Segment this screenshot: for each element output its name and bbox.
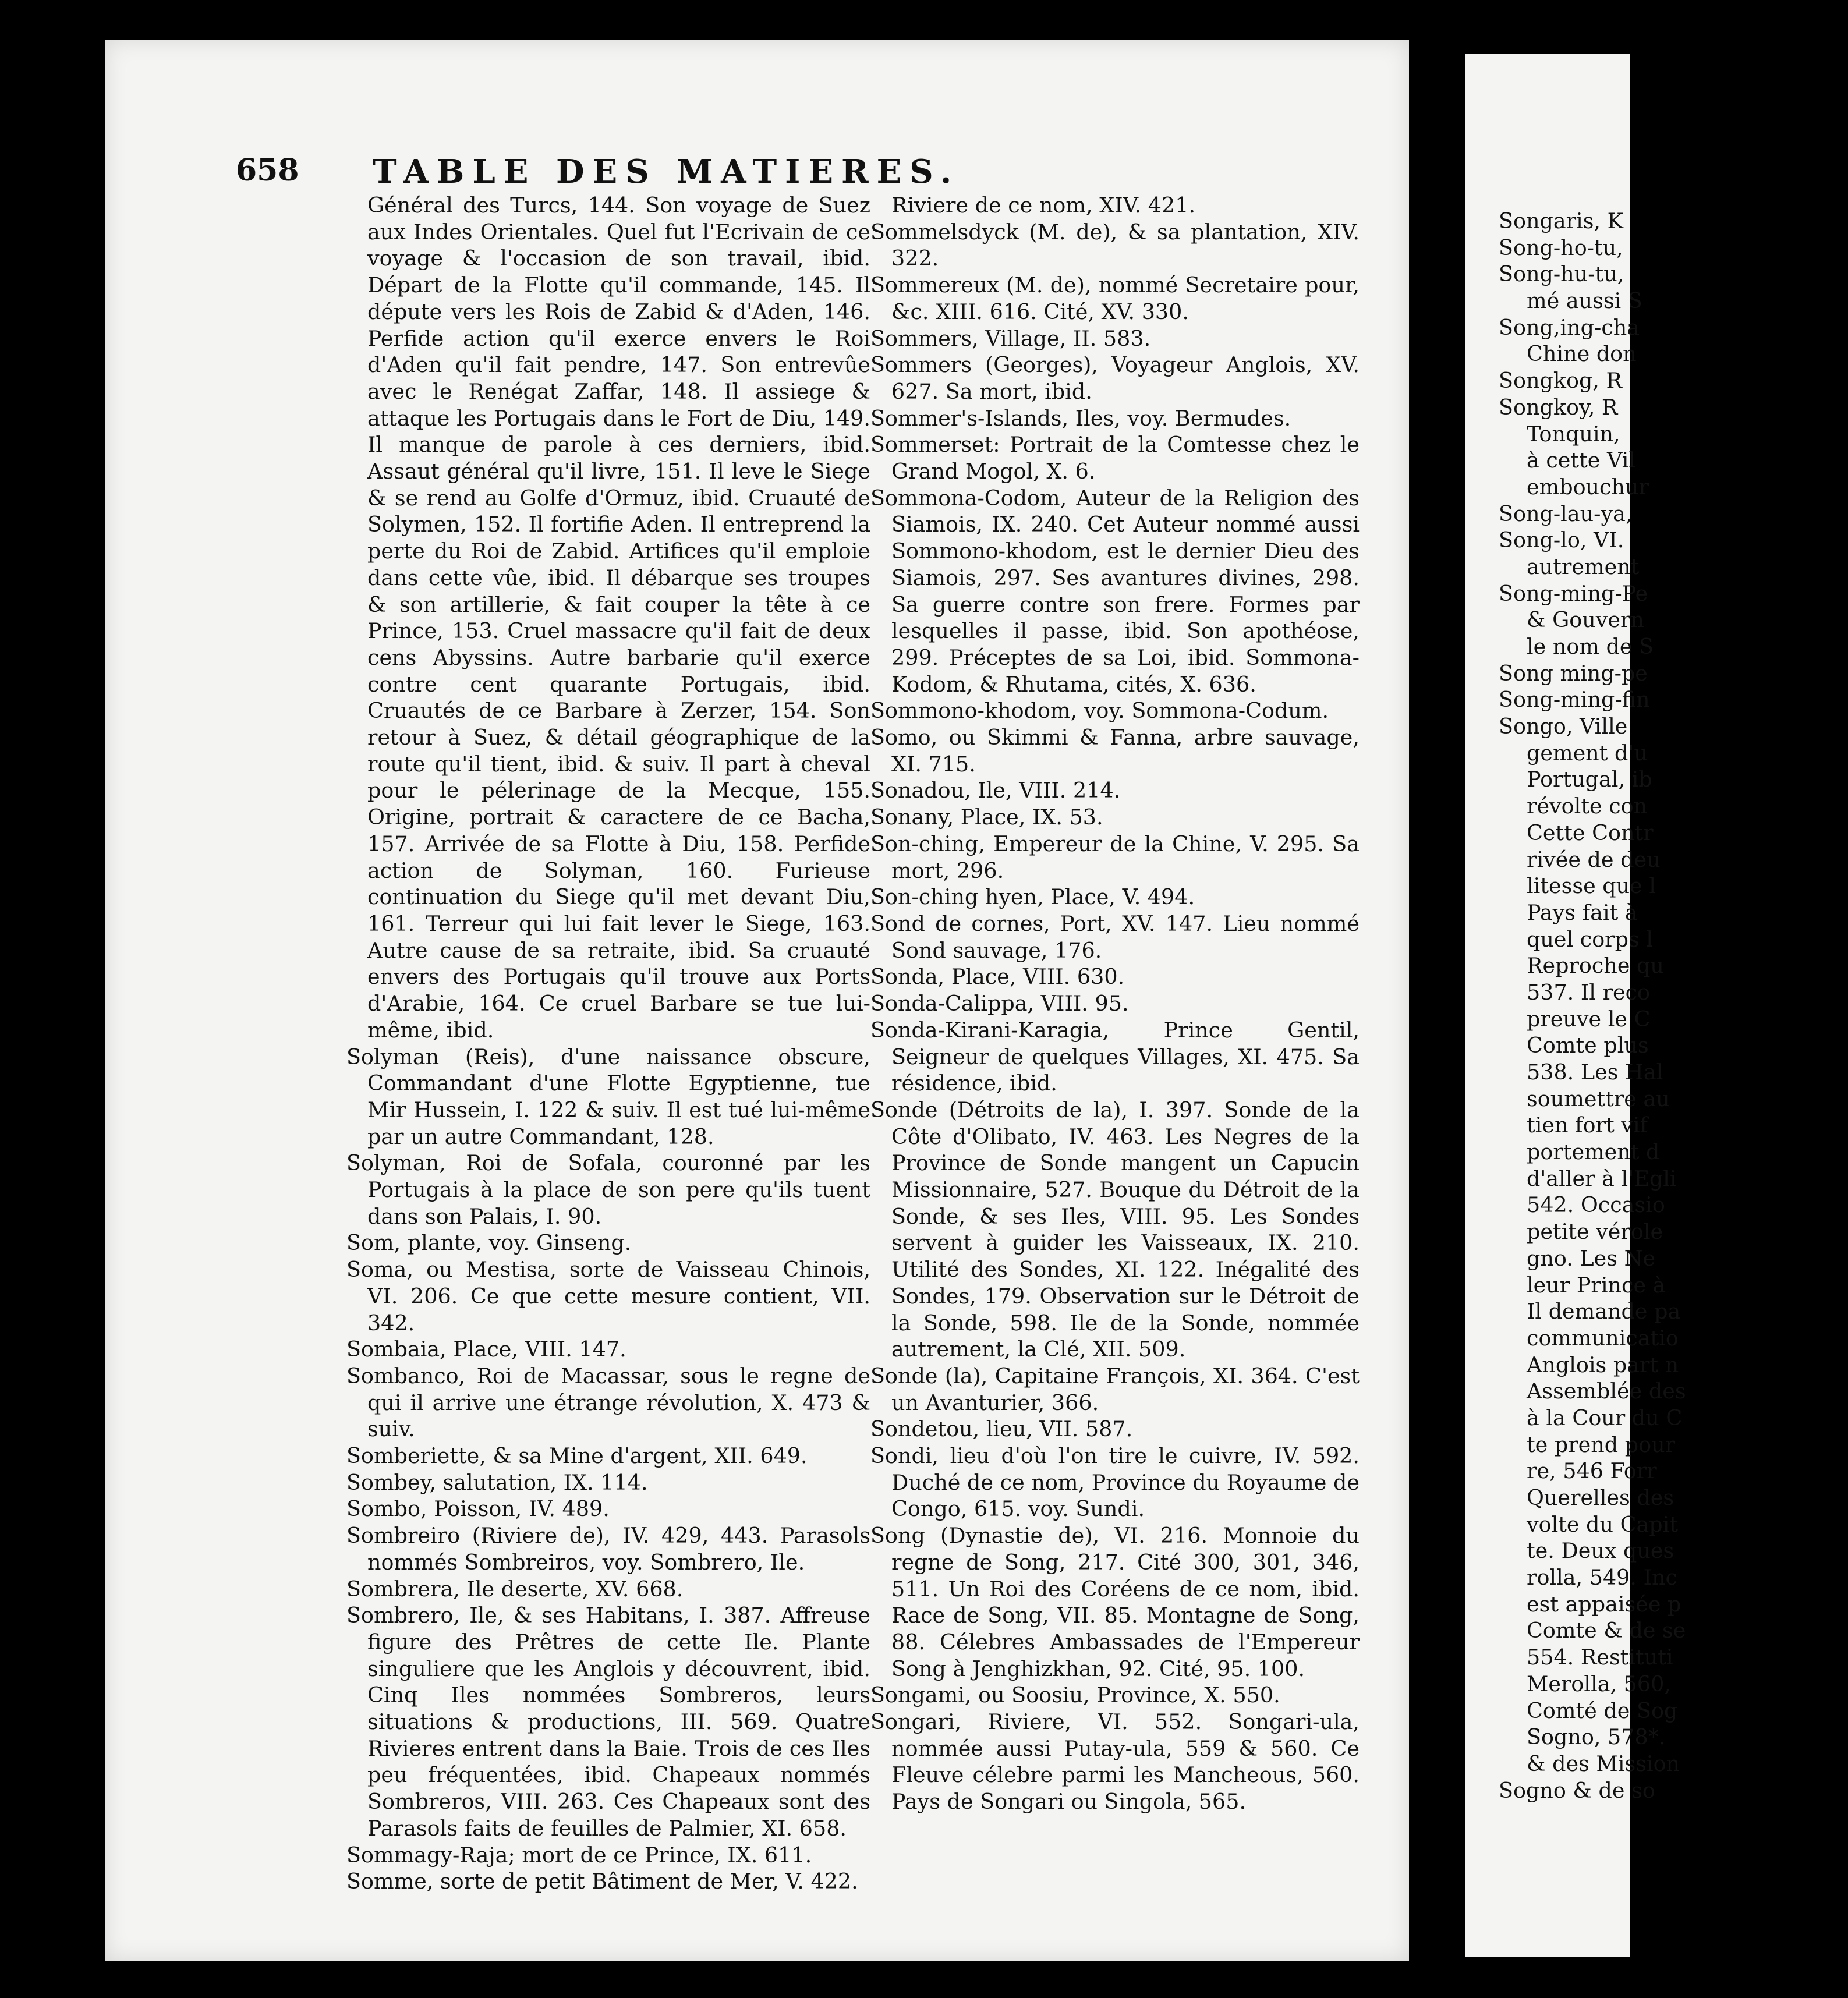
index-entry: Sommono-khodom, voy. Sommona-Codum.	[870, 698, 1329, 724]
index-entry: Sond de cornes, Port, XV. 147. Lieu nommé Sond sauvage, 176.	[870, 911, 1360, 963]
index-entry: Sommona-Codom, Auteur de la Religion des Siamois, IX. 240. Cet Auteur nommé aussi Sommono-khodom, est le dernier Dieu des Siamois, 297. Ses avantures divines, 298. Sa guerre contre son frere. Formes par lesquelles il passe, ibid. Son apothéose, 299. Préceptes de sa Loi, ibid. Sommona-Kodom, & Rhutama, cités, X. 636.	[870, 485, 1360, 697]
index-entry-fragment: 538. Les Hal	[1527, 1060, 1663, 1085]
index-entry-fragment: le nom de S	[1527, 634, 1654, 659]
index-entry-fragment: soumettre au	[1527, 1086, 1670, 1111]
index-entry-fragment: Comté de Sog	[1527, 1698, 1678, 1723]
right-page-column	[1499, 208, 1848, 1804]
index-entry-fragment: litesse que l	[1527, 873, 1656, 899]
index-entry-fragment: Songaris, K	[1499, 208, 1623, 233]
index-entry: Sombo, Poisson, IV. 489.	[346, 1496, 610, 1522]
index-entry-fragment: Songo, Ville	[1499, 714, 1628, 739]
index-entry-fragment: Comte & de se	[1527, 1618, 1686, 1643]
index-entry-fragment: quel corps l	[1527, 926, 1653, 952]
index-entry: Songami, ou Soosiu, Province, X. 550.	[870, 1682, 1280, 1708]
index-entry: Somme, sorte de petit Bâtiment de Mer, V. 422.	[346, 1869, 858, 1894]
index-entry-fragment: autrement	[1527, 554, 1640, 579]
index-entry-fragment: Tonquin,	[1527, 421, 1620, 447]
index-entry: Sonda-Kirani-Karagia, Prince Gentil, Seigneur de quelques Villages, XI. 475. Sa résidence, ibid.	[870, 1017, 1360, 1096]
index-entry: Sommelsdyck (M. de), & sa plantation, XIV. 322.	[870, 219, 1360, 271]
index-entry-fragment: 542. Occasio	[1527, 1192, 1665, 1218]
index-entry: Sonde (la), Capitaine François, XI. 364. C'est un Avanturier, 366.	[870, 1363, 1360, 1415]
index-entry: Somberiette, & sa Mine d'argent, XII. 649.	[346, 1443, 808, 1469]
index-entry-fragment: re, 546 Forr	[1527, 1458, 1657, 1484]
index-entry: Sombey, salutation, IX. 114.	[346, 1469, 648, 1495]
index-entry-fragment: leur Prince à	[1527, 1272, 1666, 1298]
index-entry: Sommer's-Islands, Iles, voy. Bermudes.	[870, 405, 1291, 431]
index-entry-fragment: 554. Restituti	[1527, 1645, 1673, 1670]
index-entry-fragment: gement d'u	[1527, 740, 1648, 766]
index-entry: Son-ching, Empereur de la Chine, V. 295. Sa mort, 296.	[870, 831, 1360, 883]
index-entry: Sombrero, Ile, & ses Habitans, I. 387. Affreuse figure des Prêtres de cette Ile. Plante singuliere que les Anglois y découvrent, ibid. Cinq Iles nommées Sombreros, leurs situations & productions, III. 569. Quatre Rivieres entrent dans la Baie. Trois de ces Iles peu fréquentées, ibid. Chapeaux nommés Sombreros, VIII. 263. Ces Chapeaux sont des Parasols faits de feuilles de Palmier, XI. 658.	[346, 1603, 870, 1841]
index-entry-fragment: te. Deux ques	[1527, 1538, 1674, 1564]
index-entry-fragment: te prend pour	[1527, 1432, 1676, 1457]
index-entry: Sommagy-Raja; mort de ce Prince, IX. 611.	[346, 1842, 812, 1868]
index-entry: Sombreiro (Riviere de), IV. 429, 443. Parasols nommés Sombreiros, voy. Sombrero, Ile.	[346, 1523, 870, 1575]
index-column-right	[870, 192, 1360, 1815]
index-entry: Sondi, lieu d'où l'on tire le cuivre, IV. 592. Duché de ce nom, Province du Royaume de Congo, 615. voy. Sundi.	[870, 1443, 1360, 1522]
index-entry: Sommereux (M. de), nommé Secretaire pour, &c. XIII. 616. Cité, XV. 330.	[870, 272, 1360, 324]
index-entry-fragment: révolte con	[1527, 793, 1648, 819]
index-entry-fragment: Reproche qu	[1527, 953, 1664, 979]
index-entry: Sondetou, lieu, VII. 587.	[870, 1416, 1133, 1442]
index-entry-fragment: Song-ming-fin	[1499, 687, 1650, 713]
index-entry: Som, plante, voy. Ginseng.	[346, 1230, 632, 1256]
index-entry-fragment: Anglois part n	[1527, 1352, 1679, 1377]
index-entry-fragment: Comte plus	[1527, 1033, 1649, 1058]
index-entry-fragment: Chine don	[1527, 341, 1637, 367]
index-entry-fragment: Song-hu-tu,	[1499, 261, 1624, 287]
index-entry: Sommers (Georges), Voyageur Anglois, XV. 627. Sa mort, ibid.	[870, 352, 1360, 404]
index-entry: Sonda, Place, VIII. 630.	[870, 964, 1125, 990]
index-entry-fragment: à cette Vil	[1527, 448, 1636, 473]
index-entry-fragment: Assemblée des	[1527, 1379, 1686, 1404]
running-title: TABLE DES MATIERES.	[373, 153, 960, 191]
index-entry-fragment: Songkoy, R	[1499, 394, 1618, 420]
index-entry-fragment: preuve le C	[1527, 1006, 1651, 1032]
index-entry: Sonde (Détroits de la), I. 397. Sonde de la Côte d'Olibato, IV. 463. Les Negres de la Province de Sonde mangent un Capucin Missionnaire, 527. Bouque du Détroit de la Sonde, & ses Iles, VIII. 95. Les Sondes servent à guider les Vaisseaux, IX. 210. Utilité des Sondes, XI. 122. Inégalité des Sondes, 179. Observation sur le Détroit de la Sonde, 598. Ile de la Sonde, nommée autrement, la Clé, XII. 509.	[870, 1097, 1360, 1362]
index-entry: Sonda-Calippa, VIII. 95.	[870, 991, 1129, 1016]
index-entry-fragment: Cette Contr	[1527, 820, 1654, 845]
index-entry-fragment: 537. Il reco	[1527, 979, 1651, 1005]
index-entry-fragment: Portugal, ib	[1527, 767, 1652, 792]
index-entry-fragment: Song-lau-ya,	[1499, 501, 1633, 526]
index-entry-fragment: Sogno & de so	[1499, 1777, 1655, 1803]
index-entry-fragment: Pays fait à	[1527, 899, 1638, 925]
index-entry-fragment: à la Cour du C	[1527, 1405, 1683, 1430]
index-entry-fragment: d'aller à l'Egli	[1527, 1166, 1677, 1191]
index-entry-fragment: Song-ming-Pe	[1499, 580, 1648, 606]
index-entry-fragment: Querelles des	[1527, 1485, 1674, 1510]
index-entry-fragment: petite vérole	[1527, 1219, 1663, 1245]
index-entry: Soma, ou Mestisa, sorte de Vaisseau Chinois, VI. 206. Ce que cette mesure contient, VII. 342.	[346, 1257, 870, 1335]
index-entry: Sombrera, Ile deserte, XV. 668.	[346, 1576, 684, 1602]
index-entry: Son-ching hyen, Place, V. 494.	[870, 884, 1195, 910]
index-entry: Sommers, Village, II. 583.	[870, 325, 1151, 351]
index-column-left	[346, 192, 870, 1895]
index-entry-fragment: & Gouvern	[1527, 607, 1644, 633]
index-entry-fragment: Songkog, R	[1499, 368, 1622, 394]
index-entry: Riviere de ce nom, XIV. 421.	[891, 193, 1196, 218]
index-entry: Solyman (Reis), d'une naissance obscure, Commandant d'une Flotte Egyptienne, tue Mir Hussein, I. 122 & suiv. Il est tué lui-même par un autre Commandant, 128.	[346, 1044, 870, 1149]
page-number: 658	[236, 153, 299, 188]
index-entry: Songari, Riviere, VI. 552. Songari-ula, nommée aussi Putay-ula, 559 & 560. Ce Fleuve célebre parmi les Mancheous, 560. Pays de Songari ou Singola, 565.	[870, 1709, 1360, 1815]
index-entry-fragment: tien fort vif	[1527, 1113, 1648, 1138]
right-page	[1465, 54, 1686, 1957]
index-entry-fragment: embouchur	[1527, 474, 1649, 500]
index-entry-fragment: Il demande pa	[1527, 1299, 1681, 1324]
index-entry: Solyman, Roi de Sofala, couronné par les Portugais à la place de son pere qu'ils tuent dans son Palais, I. 90.	[346, 1150, 870, 1229]
page-header	[236, 153, 1153, 193]
index-entry-fragment: rolla, 549. Inc	[1527, 1565, 1677, 1590]
index-entry: Général des Turcs, 144. Son voyage de Suez aux Indes Orientales. Quel fut l'Ecrivain de ce voyage & l'occasion de son travail, ibid. Départ de la Flotte qu'il commande, 145. Il députe vers les Rois de Zabid & d'Aden, 146. Perfide action qu'il exerce envers le Roi d'Aden qu'il fait pendre, 147. Son entrevûe avec le Renégat Zaffar, 148. Il assiege & attaque les Portugais dans le Fort de Diu, 149. Il manque de parole à ces derniers, ibid. Assaut général qu'il livre, 151. Il leve le Siege & se rend au Golfe d'Ormuz, ibid. Cruauté de Solymen, 152. Il fortifie Aden. Il entreprend la perte du Roi de Zabid. Artifices qu'il emploie dans cette vûe, ibid. Il débarque ses troupes & son artillerie, & fait couper la tête à ce Prince, 153. Cruel massacre qu'il fait de deux cens Abyssins. Autre barbarie qu'il exerce contre cent quarante Portugais, ibid. Cruautés de ce Barbare à Zerzer, 154. Son retour à Suez, & détail géographique de la route qu'il tient, ibid. & suiv. Il part à cheval pour le pélerinage de la Mecque, 155. Origine, portrait & caractere de ce Bacha, 157. Arrivée de sa Flotte à Diu, 158. Perfide action de Solyman, 160. Furieuse continuation du Siege qu'il met devant Diu, 161. Terreur qui lui fait lever le Siege, 163. Autre cause de sa retraite, ibid. Sa cruauté envers des Portugais qu'il trouve aux Ports d'Arabie, 164. Ce cruel Barbare se tue lui-même, ibid.	[367, 193, 870, 1043]
index-entry: Sommerset: Portrait de la Comtesse chez le Grand Mogol, X. 6.	[870, 432, 1360, 484]
index-entry-fragment: rivée de deu	[1527, 846, 1661, 872]
index-entry-fragment: est appaisée p	[1527, 1591, 1681, 1617]
index-entry: Somo, ou Skimmi & Fanna, arbre sauvage, XI. 715.	[870, 725, 1360, 777]
index-entry-fragment: Song-lo, VI.	[1499, 527, 1624, 553]
index-entry-fragment: Sogno, 578*.	[1527, 1724, 1666, 1750]
index-entry-fragment: volte du Capit	[1527, 1511, 1679, 1537]
index-entry-fragment: Merolla, 560,	[1527, 1671, 1671, 1696]
index-entry-fragment: gno. Les Ne	[1527, 1245, 1656, 1271]
index-entry-fragment: Song ming-pe	[1499, 660, 1648, 686]
index-entry-fragment: communicatio	[1527, 1325, 1679, 1351]
index-entry-fragment: & des Mission	[1527, 1751, 1680, 1776]
index-entry-fragment: portement d	[1527, 1139, 1660, 1165]
index-entry: Sonany, Place, IX. 53.	[870, 805, 1103, 830]
index-entry-fragment: Song,ing-cha	[1499, 314, 1640, 340]
index-entry: Sombanco, Roi de Macassar, sous le regne de qui il arrive une étrange révolution, X. 473 & suiv.	[346, 1363, 870, 1442]
index-entry: Sonadou, Ile, VIII. 214.	[870, 778, 1121, 803]
index-entry-fragment: mé aussi S	[1527, 288, 1642, 314]
index-entry-fragment: Song-ho-tu,	[1499, 235, 1623, 260]
index-entry: Song (Dynastie de), VI. 216. Monnoie du regne de Song, 217. Cité 300, 301, 346, 511. Un Roi des Coréens de ce nom, ibid. Race de Song, VII. 85. Montagne de Song, 88. Célebres Ambassades de l'Empereur Song à Jenghizkhan, 92. Cité, 95. 100.	[870, 1523, 1360, 1681]
index-entry: Sombaia, Place, VIII. 147.	[346, 1337, 626, 1362]
